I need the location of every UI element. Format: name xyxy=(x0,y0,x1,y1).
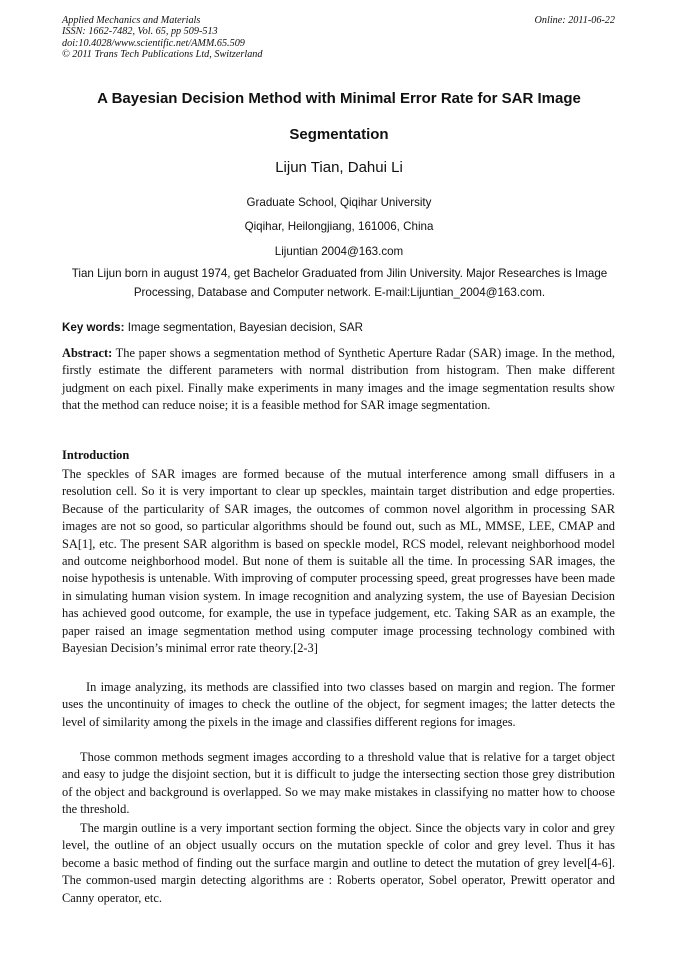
issn-line: ISSN: 1662-7482, Vol. 65, pp 509-513 xyxy=(62,26,218,38)
intro-paragraph-1: The speckles of SAR images are formed because of the mutual interference among small diffusers in a resolution cell. So it is very important to clear up speckles, maintain target distribution and edge properties. Because of the particularity of SAR images, the outcomes of common novel algorithm in processing SAR images are not so good, so particular algorithms should be found out, such as ML, MMSE, LEE, CMAP and SA[1], etc. The present SAR algorithm is based on speckle model, RCS model, relevant neighborhood model and outcome neighborhood model. But none of them is suitable all the time. In processing SAR images, the noise hypothesis is untenable. With improving of computer processing speed, great progresses have been made in simulating human vision system. In image recognition and analyzing system, the use of Bayesian Decision has achieved good outcome, for example, the use in typeface judgement, etc. Taking SAR as an example, the paper raised an image segmentation method using computer image processing technology combined with Bayesian Decision’s minimal error rate theory.[2-3] xyxy=(62,467,615,656)
intro-paragraph-2: In image analyzing, its methods are classified into two classes based on margin and region. The former uses the uncontinuity of images to check the outline of the object, for segment images; the latter detects the level of similarity among the pixels in the image and classifies different regions for images. xyxy=(62,680,615,729)
keywords-label: Key words: xyxy=(62,321,125,334)
copyright-line: © 2011 Trans Tech Publications Ltd, Switzerland xyxy=(62,49,263,61)
journal-name: Applied Mechanics and Materials xyxy=(62,15,201,26)
abstract-label: Abstract: xyxy=(62,346,113,360)
affiliation-line-1: Graduate School, Qiqihar University xyxy=(246,196,432,209)
keywords-text: Image segmentation, Bayesian decision, SAR xyxy=(124,321,363,334)
intro-paragraph-4: The margin outline is a very important section forming the object. Since the objects vary in color and grey level, the outline of an object usually occurs on the mutation speckle of color and grey level. Thus it has become a basic method of finding out the surface margin and outline to detect the mutation of grey level[4-6]. The common-used margin detecting algorithms are : Roberts operator, Sobel operator, Prewitt operator and Canny operator, etc. xyxy=(62,821,615,905)
paper-title-line-1: A Bayesian Decision Method with Minimal Error Rate for SAR Image xyxy=(97,90,581,107)
affiliation-email: Lijuntian 2004@163.com xyxy=(274,245,404,258)
author-bio: Tian Lijun born in august 1974, get Bachelor Graduated from Jilin University. Major Researches is Image Processing, Database and Computer network. E-mail:Lijuntian_2004@163.com. xyxy=(71,267,608,299)
abstract xyxy=(62,345,615,415)
intro-paragraph-3: Those common methods segment images according to a threshold value that is relative for a target object and easy to judge the disjoint section, but it is difficult to judge the intersecting section those grey distribution of the object and background is overlapped. So we may make mistakes in classifying no matter how to choose the threshold. xyxy=(62,750,615,817)
authors: Lijun Tian, Dahui Li xyxy=(275,159,403,176)
introduction-heading: Introduction xyxy=(62,448,130,462)
affiliation-line-2: Qiqihar, Heilongjiang, 161006, China xyxy=(244,220,434,233)
abstract-text: The paper shows a segmentation method of Synthetic Aperture Radar (SAR) image. In the method, firstly estimate the different parameters with normal distribution from histogram. Then make different judgment on each pixel. Finally make experiments in many images and the image segmentation results show that the method can reduce noise; it is a feasible method for SAR image segmentation. xyxy=(62,346,615,413)
online-date: Online: 2011-06-22 xyxy=(534,15,615,26)
doi-line: doi:10.4028/www.scientific.net/AMM.65.509 xyxy=(62,37,245,49)
keywords xyxy=(62,321,617,334)
paper-title-line-2: Segmentation xyxy=(289,126,389,143)
journal-header xyxy=(62,15,615,61)
